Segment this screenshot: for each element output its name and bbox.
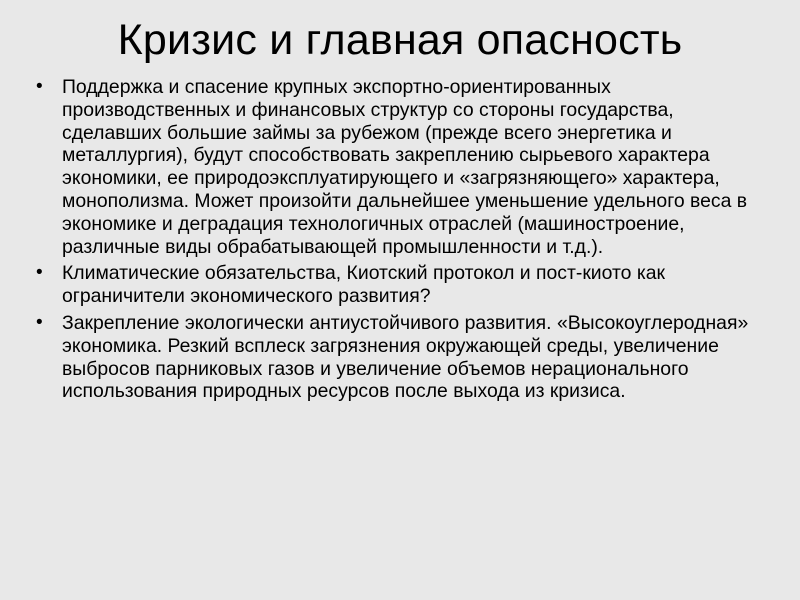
bullet-item-2 (36, 262, 766, 308)
bullet-item-3 (36, 312, 766, 403)
bullet-text: Поддержка и спасение крупных экспортно-ориентированных производственных и финансовых структур со стороны государства, сделавших большие займы за рубежом (прежде всего энергетика и металлургия), будут способствовать закреплению сырьевого характера экономики, ее природоэксплуатирующего и «загрязняющего» характера, монополизма. Может произойти дальнейшее уменьшение удельного веса в экономике и деградация технологичных отраслей (машиностроение, различные виды обрабатывающей промышленности и т.д.). (62, 76, 748, 258)
bullet-marker-icon: • (36, 262, 43, 284)
bullet-item-1 (36, 76, 766, 258)
bullet-list (36, 76, 766, 407)
slide-title: Кризис и главная опасность (117, 16, 683, 64)
bullet-text: Закрепление экологически антиустойчивого развития. «Высокоуглеродная» экономика. Резкий всплеск загрязнения окружающей среды, увеличение выбросов парниковых газов и увеличение объемов нерационального использования природных ресурсов после выхода из кризиса. (62, 311, 749, 403)
bullet-marker-icon: • (36, 311, 43, 333)
bullet-text: Климатические обязательства, Киотский протокол и пост-киото как ограничители экономического развития? (62, 262, 666, 308)
bullet-marker-icon: • (36, 76, 43, 97)
